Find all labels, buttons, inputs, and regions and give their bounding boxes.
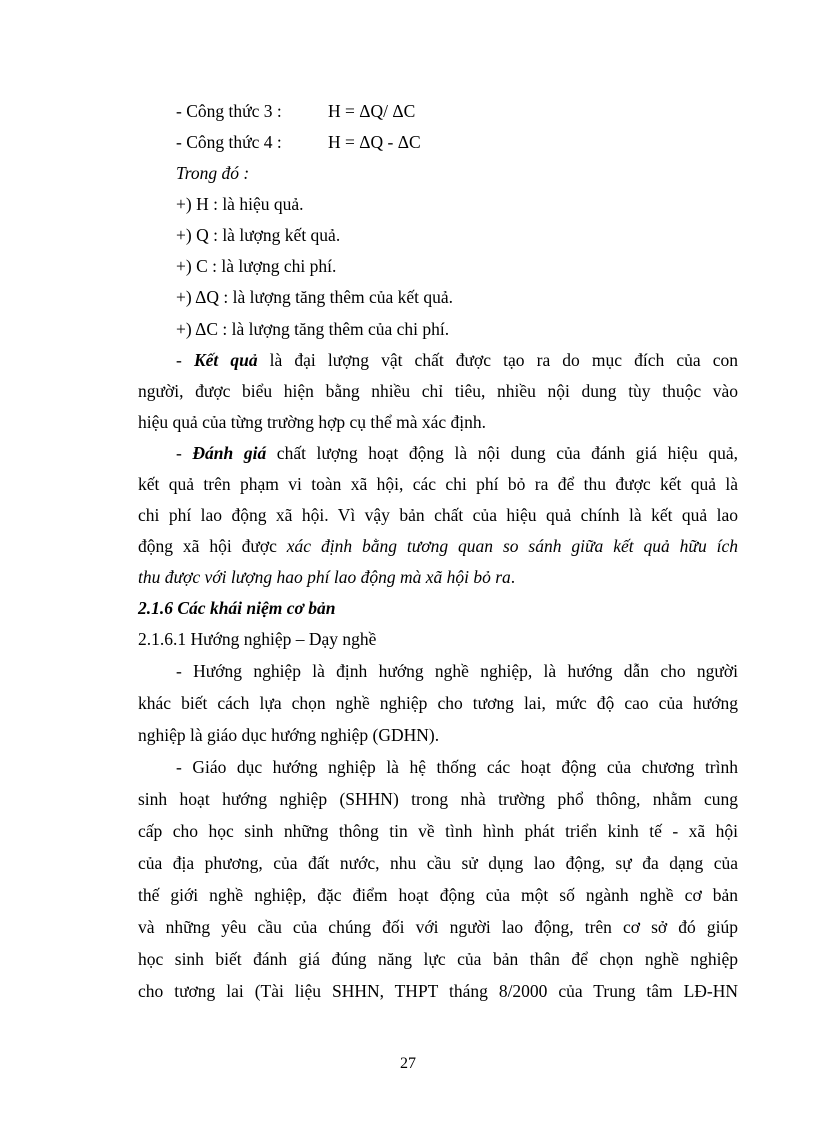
paragraph-ketqua-line-2: người, được biểu hiện bằng nhiều chỉ tiêu, nhiều nội dung tùy thuộc vào xyxy=(138,381,738,401)
paragraph-huongnghiep-line-3: nghiệp là giáo dục hướng nghiệp (GDHN). xyxy=(138,725,440,745)
paragraph-huongnghiep-line-1: - Hướng nghiệp là định hướng nghề nghiệp, là hướng dẫn cho người xyxy=(176,661,738,681)
formula-4 xyxy=(176,131,421,153)
paragraph-giaoduc-line-4: của địa phương, của đất nước, nhu cầu sử dụng lao động, sự đa dạng của xyxy=(138,853,738,873)
formula-4-expression: H = ΔQ - ΔC xyxy=(328,132,421,152)
subsection-heading-2-1-6-1: 2.1.6.1 Hướng nghiệp – Dạy nghề xyxy=(138,629,377,649)
paragraph-ketqua-line-1: - Kết quả là đại lượng vật chất được tạo ra do mục đích của con xyxy=(176,350,739,370)
definition-delta-c: +) ΔC : là lượng tăng thêm của chi phí. xyxy=(176,319,450,339)
formula-4-label: - Công thức 4 : xyxy=(176,132,282,152)
formula-3-expression: H = ΔQ/ ΔC xyxy=(328,101,416,121)
paragraph-giaoduc-line-1: - Giáo dục hướng nghiệp là hệ thống các hoạt động của chương trình xyxy=(176,757,738,777)
paragraph-giaoduc-line-5: thế giới nghề nghiệp, đặc điểm hoạt động của một số ngành nghề cơ bản xyxy=(138,885,738,905)
paragraph-danhgia-line-3: chi phí lao động xã hội. Vì vậy bản chất của hiệu quả chính là kết quả lao xyxy=(138,505,738,525)
paragraph-huongnghiep-line-2: khác biết cách lựa chọn nghề nghiệp cho tương lai, mức độ cao của hướng xyxy=(138,693,738,713)
page-number: 27 xyxy=(400,1055,416,1072)
definition-q: +) Q : là lượng kết quả. xyxy=(176,225,341,245)
formula-3-label: - Công thức 3 : xyxy=(176,101,282,121)
paragraph-giaoduc-line-3: cấp cho học sinh những thông tin về tình hình phát triển kinh tế - xã hội xyxy=(138,821,738,841)
definition-delta-q: +) ΔQ : là lượng tăng thêm của kết quả. xyxy=(176,287,454,307)
paragraph-giaoduc-line-2: sinh hoạt hướng nghiệp (SHHN) trong nhà trường phổ thông, nhằm cung xyxy=(138,789,738,809)
term-danhgia: Đánh giá xyxy=(192,443,267,463)
paragraph-danhgia-line-5: thu được với lượng hao phí lao động mà xã hội bỏ ra. xyxy=(138,567,516,587)
paragraph-danhgia-line-2: kết quả trên phạm vi toàn xã hội, các chi phí bỏ ra để thu được kết quả là xyxy=(138,474,738,494)
definition-c: +) C : là lượng chi phí. xyxy=(176,256,337,276)
paragraph-ketqua-line-3: hiệu quả của từng trường hợp cụ thể mà xác định. xyxy=(138,412,487,432)
term-ketqua: Kết quả xyxy=(193,350,258,370)
paragraph-giaoduc-line-8: cho tương lai (Tài liệu SHHN, THPT tháng 8/2000 của Trung tâm LĐ-HN xyxy=(138,981,738,1001)
section-heading-2-1-6: 2.1.6 Các khái niệm cơ bản xyxy=(138,598,336,618)
where-label: Trong đó : xyxy=(176,163,250,183)
paragraph-giaoduc-line-6: và những yêu cầu của chúng đối với người lao động, trên cơ sở đó giúp xyxy=(138,917,738,937)
definition-h: +) H : là hiệu quả. xyxy=(176,194,304,214)
paragraph-danhgia-line-1: - Đánh giá chất lượng hoạt động là nội dung của đánh giá hiệu quả, xyxy=(176,443,739,463)
paragraph-giaoduc-line-7: học sinh biết đánh giá đúng năng lực của bản thân để chọn nghề nghiệp xyxy=(138,949,738,969)
formula-3 xyxy=(176,100,415,122)
paragraph-danhgia-line-4: động xã hội được xác định bằng tương quan so sánh giữa kết quả hữu ích xyxy=(138,536,738,556)
